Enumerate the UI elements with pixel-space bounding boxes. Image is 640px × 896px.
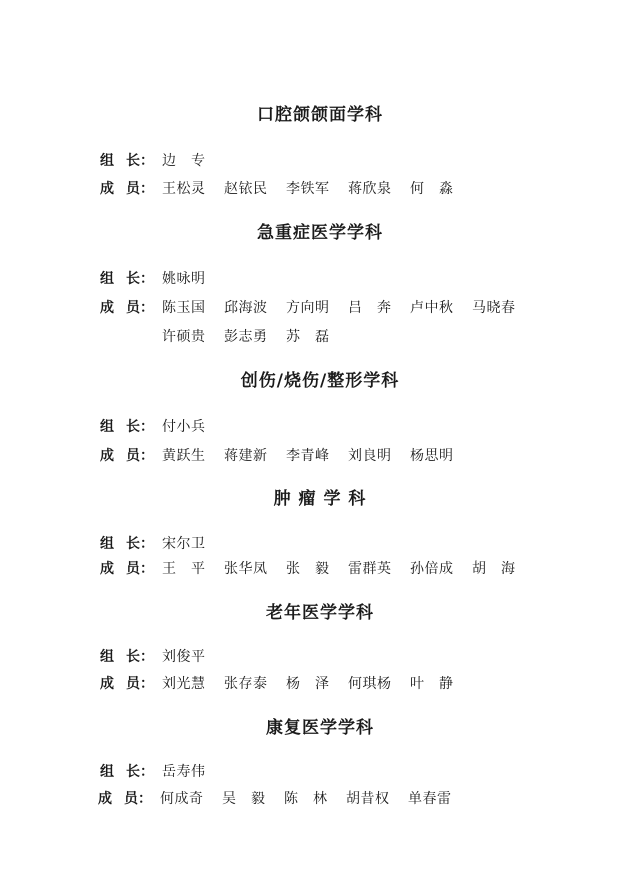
member-name: 黄跃生 — [162, 448, 206, 464]
member-name: 杨 泽 — [286, 676, 330, 692]
section-title: 肿 瘤 学 科 — [273, 489, 367, 509]
leader-name: 姚咏明 — [162, 271, 206, 287]
member-name: 李青峰 — [286, 448, 330, 464]
member-name: 马晓春 — [472, 300, 516, 316]
leader-label: 组 长： — [100, 536, 154, 552]
member-name: 方向明 — [286, 300, 330, 316]
member-name: 张 毅 — [286, 561, 330, 577]
member-name: 许硕贵 — [162, 329, 206, 345]
leader-name: 付小兵 — [162, 419, 206, 435]
member-name: 胡昔权 — [346, 791, 390, 807]
leader-name: 宋尔卫 — [162, 536, 206, 552]
member-name: 吕 奔 — [348, 300, 392, 316]
leader-label: 组 长： — [100, 153, 154, 169]
member-name: 苏 磊 — [286, 329, 330, 345]
member-name: 叶 静 — [410, 676, 454, 692]
section-title: 康复医学学科 — [266, 718, 374, 738]
member-name: 单春雷 — [408, 791, 452, 807]
section-title: 创伤/烧伤/整形学科 — [240, 371, 400, 391]
member-label: 成 员： — [100, 300, 154, 316]
member-name: 刘光慧 — [162, 676, 206, 692]
section-title: 老年医学学科 — [266, 603, 374, 623]
section-title: 急重症医学学科 — [257, 223, 383, 243]
member-name: 李铁军 — [286, 181, 330, 197]
member-name: 张华凤 — [224, 561, 268, 577]
member-label: 成 员： — [100, 181, 154, 197]
member-name: 蒋欣泉 — [348, 181, 392, 197]
member-name: 何 淼 — [410, 181, 454, 197]
member-name: 张存泰 — [224, 676, 268, 692]
member-name: 刘良明 — [348, 448, 392, 464]
leader-name: 刘俊平 — [162, 649, 206, 665]
leader-name: 岳寿伟 — [162, 764, 206, 780]
member-name: 蒋建新 — [224, 448, 268, 464]
member-name: 赵铱民 — [224, 181, 268, 197]
member-name: 何成奇 — [160, 791, 204, 807]
member-name: 孙倍成 — [410, 561, 454, 577]
member-name: 吴 毅 — [222, 791, 266, 807]
member-name: 卢中秋 — [410, 300, 454, 316]
member-name: 王 平 — [162, 561, 206, 577]
section-title: 口腔颌颌面学科 — [257, 105, 383, 125]
member-name: 雷群英 — [348, 561, 392, 577]
member-name: 陈玉国 — [162, 300, 206, 316]
member-name: 王松灵 — [162, 181, 206, 197]
member-name: 胡 海 — [472, 561, 516, 577]
member-name: 陈 林 — [284, 791, 328, 807]
member-name: 何琪杨 — [348, 676, 392, 692]
member-label: 成 员： — [100, 561, 154, 577]
leader-label: 组 长： — [100, 649, 154, 665]
leader-name: 边 专 — [162, 153, 206, 169]
leader-label: 组 长： — [100, 764, 154, 780]
member-label: 成 员： — [100, 676, 154, 692]
leader-label: 组 长： — [100, 271, 154, 287]
member-label: 成 员： — [100, 448, 154, 464]
member-name: 彭志勇 — [224, 329, 268, 345]
leader-label: 组 长： — [100, 419, 154, 435]
member-label: 成 员： — [98, 791, 152, 807]
member-name: 邱海波 — [224, 300, 268, 316]
member-name: 杨思明 — [410, 448, 454, 464]
